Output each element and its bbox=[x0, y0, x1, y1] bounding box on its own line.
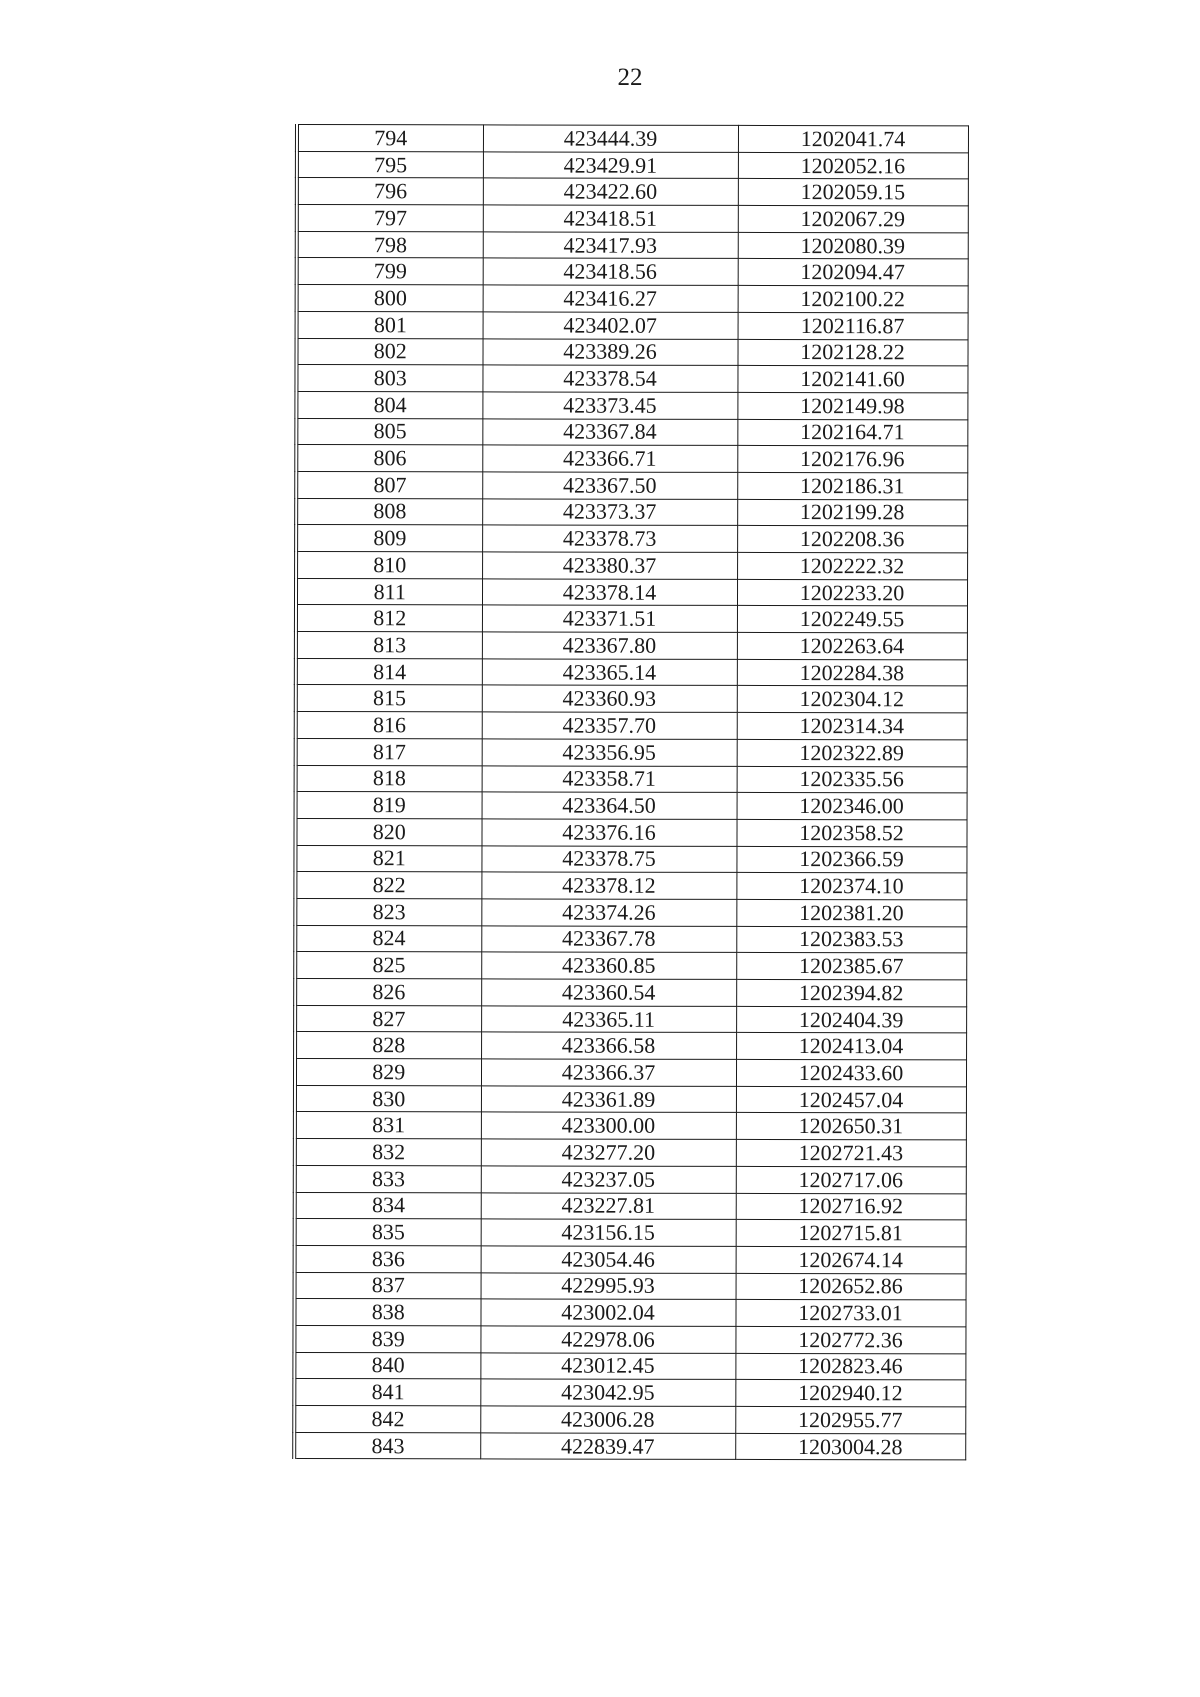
point-number-cell: 823 bbox=[295, 898, 481, 925]
x-coordinate-cell: 423367.84 bbox=[482, 418, 737, 445]
page-number: 22 bbox=[617, 64, 643, 91]
y-coordinate-cell: 1202041.74 bbox=[738, 125, 968, 152]
x-coordinate-cell: 422839.47 bbox=[480, 1433, 735, 1460]
table-row bbox=[295, 1032, 966, 1060]
y-coordinate-cell: 1202823.46 bbox=[735, 1353, 965, 1380]
x-coordinate-cell: 423054.46 bbox=[481, 1246, 736, 1273]
table-row bbox=[295, 818, 966, 846]
point-number-cell: 806 bbox=[296, 445, 482, 472]
x-coordinate-cell: 422995.93 bbox=[481, 1272, 736, 1299]
table-row bbox=[294, 1299, 965, 1327]
table-row bbox=[295, 1059, 966, 1087]
x-coordinate-cell: 423376.16 bbox=[481, 819, 736, 846]
x-coordinate-cell: 423042.95 bbox=[480, 1379, 735, 1406]
y-coordinate-cell: 1202335.56 bbox=[737, 766, 967, 793]
table-row bbox=[295, 1085, 966, 1113]
point-number-cell: 835 bbox=[295, 1219, 481, 1246]
y-coordinate-cell: 1202322.89 bbox=[737, 739, 967, 766]
y-coordinate-cell: 1202080.39 bbox=[738, 232, 968, 259]
y-coordinate-cell: 1202094.47 bbox=[738, 259, 968, 286]
table-row bbox=[294, 1432, 965, 1460]
x-coordinate-cell: 423300.00 bbox=[481, 1112, 736, 1139]
y-coordinate-cell: 1202304.12 bbox=[737, 686, 967, 713]
x-coordinate-cell: 423358.71 bbox=[482, 765, 737, 792]
point-number-cell: 838 bbox=[294, 1299, 480, 1326]
table-row bbox=[295, 925, 966, 953]
point-number-cell: 810 bbox=[296, 552, 482, 579]
y-coordinate-cell: 1202374.10 bbox=[736, 873, 966, 900]
point-number-cell: 833 bbox=[295, 1165, 481, 1192]
point-number-cell: 797 bbox=[297, 205, 483, 232]
point-number-cell: 821 bbox=[295, 845, 481, 872]
table-row bbox=[296, 471, 967, 499]
x-coordinate-cell: 423444.39 bbox=[483, 125, 738, 152]
point-number-cell: 800 bbox=[297, 285, 483, 312]
point-number-cell: 803 bbox=[296, 365, 482, 392]
point-number-cell: 837 bbox=[295, 1272, 481, 1299]
table-row bbox=[295, 1005, 966, 1033]
x-coordinate-cell: 422978.06 bbox=[480, 1326, 735, 1353]
point-number-cell: 801 bbox=[297, 311, 483, 338]
y-coordinate-cell: 1202149.98 bbox=[737, 392, 967, 419]
y-coordinate-cell: 1202249.55 bbox=[737, 606, 967, 633]
x-coordinate-cell: 423418.56 bbox=[483, 258, 738, 285]
x-coordinate-cell: 423402.07 bbox=[483, 312, 738, 339]
x-coordinate-cell: 423360.54 bbox=[481, 979, 736, 1006]
x-coordinate-cell: 423366.71 bbox=[482, 445, 737, 472]
y-coordinate-cell: 1202208.36 bbox=[737, 526, 967, 553]
y-coordinate-cell: 1202413.04 bbox=[736, 1033, 966, 1060]
y-coordinate-cell: 1202366.59 bbox=[736, 846, 966, 873]
x-coordinate-cell: 423366.58 bbox=[481, 1032, 736, 1059]
table-row bbox=[297, 125, 968, 153]
x-coordinate-cell: 423360.93 bbox=[482, 685, 737, 712]
point-number-cell: 832 bbox=[295, 1139, 481, 1166]
y-coordinate-cell: 1202385.67 bbox=[736, 953, 966, 980]
point-number-cell: 805 bbox=[296, 418, 482, 445]
point-number-cell: 799 bbox=[297, 258, 483, 285]
point-number-cell: 822 bbox=[295, 872, 481, 899]
x-coordinate-cell: 423422.60 bbox=[483, 178, 738, 205]
table-row bbox=[296, 765, 967, 793]
point-number-cell: 796 bbox=[297, 178, 483, 205]
x-coordinate-cell: 423356.95 bbox=[482, 739, 737, 766]
x-coordinate-cell: 423366.37 bbox=[481, 1059, 736, 1086]
coordinates-table bbox=[292, 124, 968, 1461]
table-row bbox=[294, 1379, 965, 1407]
table-row bbox=[295, 898, 966, 926]
x-coordinate-cell: 423361.89 bbox=[481, 1086, 736, 1113]
point-number-cell: 836 bbox=[295, 1245, 481, 1272]
x-coordinate-cell: 423006.28 bbox=[480, 1406, 735, 1433]
point-number-cell: 817 bbox=[296, 738, 482, 765]
table-row bbox=[296, 658, 967, 686]
x-coordinate-cell: 423373.37 bbox=[482, 499, 737, 526]
y-coordinate-cell: 1202116.87 bbox=[738, 312, 968, 339]
point-number-cell: 841 bbox=[294, 1379, 480, 1406]
x-coordinate-cell: 423002.04 bbox=[480, 1299, 735, 1326]
y-coordinate-cell: 1202222.32 bbox=[737, 552, 967, 579]
table-row bbox=[294, 1325, 965, 1353]
table-row bbox=[296, 685, 967, 713]
x-coordinate-cell: 423367.80 bbox=[482, 632, 737, 659]
table-row bbox=[297, 231, 968, 259]
table-row bbox=[297, 285, 968, 313]
table-row bbox=[295, 1192, 966, 1220]
table-row bbox=[296, 418, 967, 446]
table-row bbox=[295, 1139, 966, 1167]
table-row bbox=[297, 178, 968, 206]
x-coordinate-cell: 423012.45 bbox=[480, 1353, 735, 1380]
y-coordinate-cell: 1202652.86 bbox=[736, 1273, 966, 1300]
y-coordinate-cell: 1202457.04 bbox=[736, 1086, 966, 1113]
y-coordinate-cell: 1202263.64 bbox=[737, 632, 967, 659]
table-row bbox=[296, 792, 967, 820]
point-number-cell: 830 bbox=[295, 1085, 481, 1112]
y-coordinate-cell: 1202059.15 bbox=[738, 179, 968, 206]
table-row bbox=[297, 151, 968, 179]
point-number-cell: 842 bbox=[294, 1406, 480, 1433]
x-coordinate-cell: 423378.14 bbox=[482, 579, 737, 606]
x-coordinate-cell: 423378.75 bbox=[481, 845, 736, 872]
x-coordinate-cell: 423418.51 bbox=[483, 205, 738, 232]
x-coordinate-cell: 423367.50 bbox=[482, 472, 737, 499]
table-row bbox=[294, 1352, 965, 1380]
point-number-cell: 815 bbox=[296, 685, 482, 712]
y-coordinate-cell: 1202346.00 bbox=[737, 793, 967, 820]
table-row bbox=[296, 498, 967, 526]
point-number-cell: 827 bbox=[295, 1005, 481, 1032]
x-coordinate-cell: 423365.14 bbox=[482, 659, 737, 686]
y-coordinate-cell: 1202717.06 bbox=[736, 1166, 966, 1193]
point-number-cell: 807 bbox=[296, 471, 482, 498]
y-coordinate-cell: 1202067.29 bbox=[738, 205, 968, 232]
point-number-cell: 813 bbox=[296, 632, 482, 659]
point-number-cell: 794 bbox=[297, 125, 483, 152]
x-coordinate-cell: 423277.20 bbox=[481, 1139, 736, 1166]
x-coordinate-cell: 423237.05 bbox=[481, 1166, 736, 1193]
table-row bbox=[296, 552, 967, 580]
y-coordinate-cell: 1202176.96 bbox=[737, 446, 967, 473]
y-coordinate-cell: 1202716.92 bbox=[736, 1193, 966, 1220]
x-coordinate-cell: 423416.27 bbox=[483, 285, 738, 312]
table-row bbox=[296, 578, 967, 606]
point-number-cell: 824 bbox=[295, 925, 481, 952]
point-number-cell: 825 bbox=[295, 952, 481, 979]
table-row bbox=[296, 525, 967, 553]
y-coordinate-cell: 1203004.28 bbox=[735, 1433, 965, 1460]
point-number-cell: 816 bbox=[296, 712, 482, 739]
y-coordinate-cell: 1202381.20 bbox=[736, 899, 966, 926]
y-coordinate-cell: 1202940.12 bbox=[735, 1380, 965, 1407]
y-coordinate-cell: 1202733.01 bbox=[735, 1300, 965, 1327]
table-row bbox=[295, 952, 966, 980]
x-coordinate-cell: 423378.73 bbox=[482, 525, 737, 552]
y-coordinate-cell: 1202955.77 bbox=[735, 1406, 965, 1433]
y-coordinate-cell: 1202141.60 bbox=[737, 366, 967, 393]
point-number-cell: 819 bbox=[296, 792, 482, 819]
y-coordinate-cell: 1202186.31 bbox=[737, 472, 967, 499]
y-coordinate-cell: 1202721.43 bbox=[736, 1140, 966, 1167]
table-row bbox=[296, 391, 967, 419]
x-coordinate-cell: 423378.12 bbox=[481, 872, 736, 899]
point-number-cell: 804 bbox=[296, 391, 482, 418]
x-coordinate-cell: 423357.70 bbox=[482, 712, 737, 739]
point-number-cell: 840 bbox=[294, 1352, 480, 1379]
point-number-cell: 814 bbox=[296, 658, 482, 685]
table-row bbox=[296, 712, 967, 740]
y-coordinate-cell: 1202433.60 bbox=[736, 1059, 966, 1086]
table-row bbox=[294, 1406, 965, 1434]
table-row bbox=[296, 632, 967, 660]
y-coordinate-cell: 1202128.22 bbox=[737, 339, 967, 366]
y-coordinate-cell: 1202650.31 bbox=[736, 1113, 966, 1140]
y-coordinate-cell: 1202100.22 bbox=[738, 286, 968, 313]
table-row bbox=[295, 872, 966, 900]
point-number-cell: 826 bbox=[295, 979, 481, 1006]
table-row bbox=[297, 311, 968, 339]
table-row bbox=[296, 738, 967, 766]
x-coordinate-cell: 423365.11 bbox=[481, 1006, 736, 1033]
x-coordinate-cell: 423371.51 bbox=[482, 605, 737, 632]
table-row bbox=[296, 365, 967, 393]
x-coordinate-cell: 423227.81 bbox=[481, 1192, 736, 1219]
x-coordinate-cell: 423378.54 bbox=[482, 365, 737, 392]
point-number-cell: 808 bbox=[296, 498, 482, 525]
x-coordinate-cell: 423429.91 bbox=[483, 152, 738, 179]
table-row bbox=[295, 1112, 966, 1140]
y-coordinate-cell: 1202394.82 bbox=[736, 979, 966, 1006]
x-coordinate-cell: 423389.26 bbox=[482, 338, 737, 365]
point-number-cell: 812 bbox=[296, 605, 482, 632]
y-coordinate-cell: 1202358.52 bbox=[736, 819, 966, 846]
y-coordinate-cell: 1202284.38 bbox=[737, 659, 967, 686]
y-coordinate-cell: 1202199.28 bbox=[737, 499, 967, 526]
x-coordinate-cell: 423360.85 bbox=[481, 952, 736, 979]
y-coordinate-cell: 1202772.36 bbox=[735, 1326, 965, 1353]
point-number-cell: 818 bbox=[296, 765, 482, 792]
y-coordinate-cell: 1202404.39 bbox=[736, 1006, 966, 1033]
table-row bbox=[295, 1245, 966, 1273]
point-number-cell: 802 bbox=[296, 338, 482, 365]
table-row bbox=[297, 258, 968, 286]
point-number-cell: 843 bbox=[294, 1432, 480, 1459]
x-coordinate-cell: 423417.93 bbox=[483, 232, 738, 259]
y-coordinate-cell: 1202314.34 bbox=[737, 713, 967, 740]
x-coordinate-cell: 423364.50 bbox=[482, 792, 737, 819]
x-coordinate-cell: 423156.15 bbox=[481, 1219, 736, 1246]
y-coordinate-cell: 1202233.20 bbox=[737, 579, 967, 606]
coordinates-table-body bbox=[294, 125, 968, 1461]
x-coordinate-cell: 423380.37 bbox=[482, 552, 737, 579]
table-row bbox=[295, 979, 966, 1007]
table-row bbox=[296, 445, 967, 473]
point-number-cell: 798 bbox=[297, 231, 483, 258]
table-row bbox=[296, 338, 967, 366]
y-coordinate-cell: 1202674.14 bbox=[736, 1246, 966, 1273]
point-number-cell: 795 bbox=[297, 151, 483, 178]
point-number-cell: 834 bbox=[295, 1192, 481, 1219]
x-coordinate-cell: 423367.78 bbox=[481, 926, 736, 953]
table-row bbox=[296, 605, 967, 633]
table-row bbox=[295, 1165, 966, 1193]
point-number-cell: 839 bbox=[294, 1325, 480, 1352]
y-coordinate-cell: 1202383.53 bbox=[736, 926, 966, 953]
point-number-cell: 831 bbox=[295, 1112, 481, 1139]
point-number-cell: 809 bbox=[296, 525, 482, 552]
table-row bbox=[295, 1219, 966, 1247]
point-number-cell: 811 bbox=[296, 578, 482, 605]
x-coordinate-cell: 423374.26 bbox=[481, 899, 736, 926]
point-number-cell: 820 bbox=[295, 818, 481, 845]
point-number-cell: 829 bbox=[295, 1059, 481, 1086]
y-coordinate-cell: 1202164.71 bbox=[737, 419, 967, 446]
y-coordinate-cell: 1202715.81 bbox=[736, 1220, 966, 1247]
table-row bbox=[295, 845, 966, 873]
y-coordinate-cell: 1202052.16 bbox=[738, 152, 968, 179]
point-number-cell: 828 bbox=[295, 1032, 481, 1059]
table-row bbox=[295, 1272, 966, 1300]
table-row bbox=[297, 205, 968, 233]
x-coordinate-cell: 423373.45 bbox=[482, 392, 737, 419]
